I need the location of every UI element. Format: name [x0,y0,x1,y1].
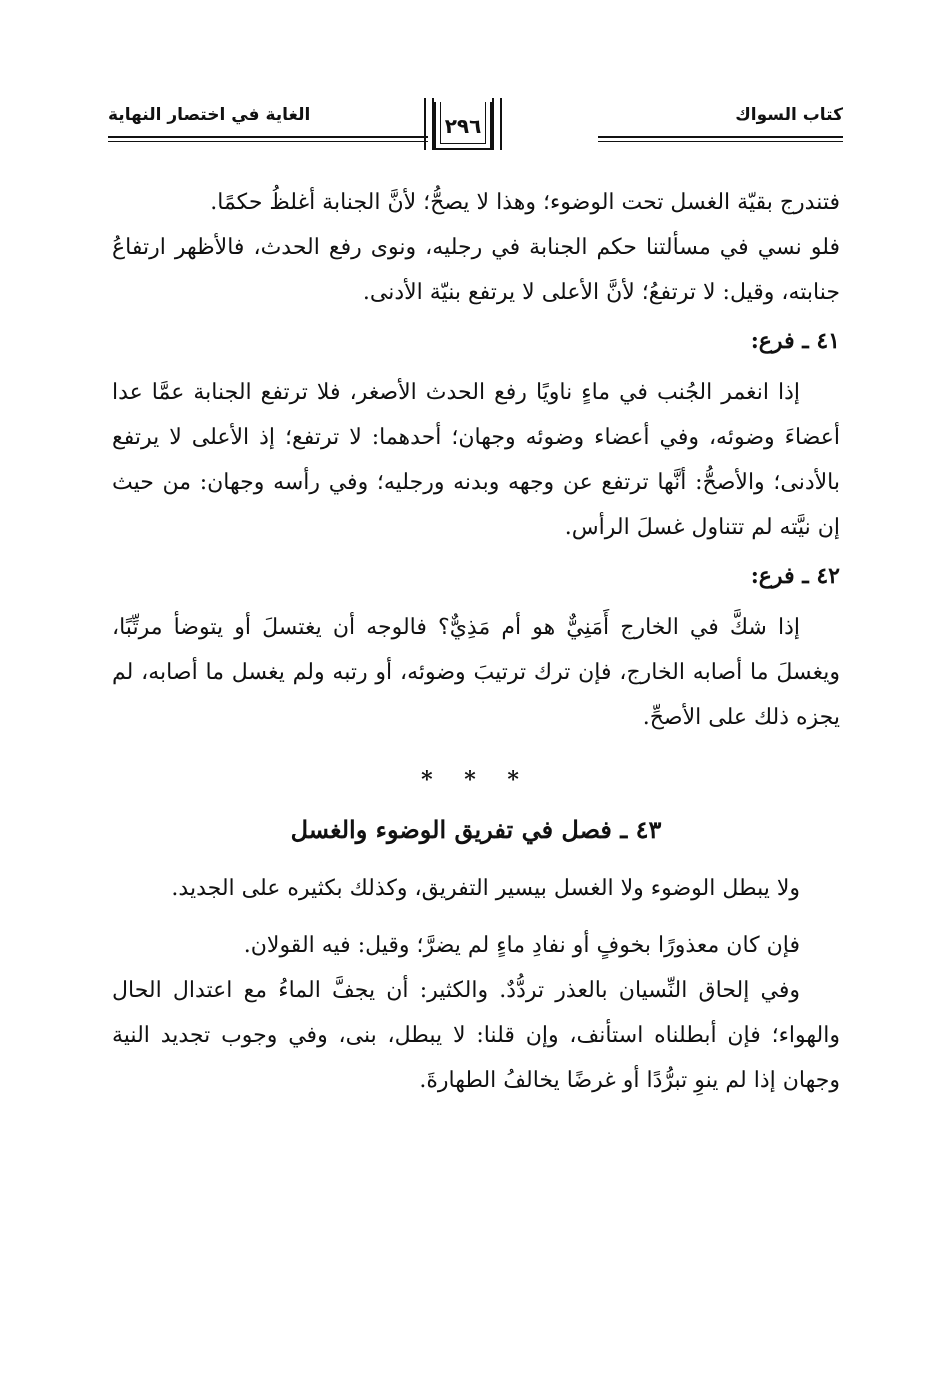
chapter-title: كتاب السواك [735,105,843,125]
page-body [112,180,840,1103]
section-heading-43: ٤٣ ـ فصل في تفريق الوضوء والغسل [290,815,662,844]
paragraph-7: وفي إلحاق النِّسيان بالعذر تردُّدٌ. والكثير: أن يجفَّ الماءُ مع اعتدال الحال والهواء؛ فإن أبطلناه استأنف، وإن قلنا: لا يبطل، بنى، وفي وجوب تجديد النية وجهان إذا لم ينوِ تبرُّدًا أو غرضًا يخالفُ الطهارةَ. [112,978,840,1093]
branch-heading-42: ٤٢ ـ فرع: [750,563,840,589]
page-number-frame [424,94,502,150]
running-header [108,94,843,154]
paragraph-2: فلو نسي في مسألتنا حكم الجنابة في رجليه، ونوى رفع الحدث، فالأظهر ارتفاعُ جنابته، وقيل: لا ترتفعُ؛ لأنَّ الأعلى لا يرتفع بنيّة الأدنى. [112,235,840,305]
header-rule-right [598,136,843,138]
paragraph-6: فإن كان معذورًا بخوفٍ أو نفادِ ماءٍ لم يضرَّ؛ وقيل: فيه القولان. [243,933,800,958]
paragraph-1: فتندرج بقيّة الغسل تحت الوضوء؛ وهذا لا يصحُّ؛ لأنَّ الجنابة أغلظُ حكمًا. [210,190,840,215]
paragraph-4: إذا شكَّ في الخارج أَمَنِيٌّ هو أم مَذِيٌّ؟ فالوجه أن يغتسلَ أو يتوضأ مرتِّبًا، ويغسلَ ما أصابه الخارج، فإن ترك ترتيبَ وضوئه، أو رتبه ولم يغسل ما أصابه، لم يجزه ذلك على الأصحِّ. [112,615,840,730]
header-rule-left [108,136,428,138]
section-divider-stars: * * * [421,767,531,793]
paragraph-3: إذا انغمر الجُنب في ماءٍ ناويًا رفع الحدث الأصغر، فلا ترتفع الجنابة عمَّا عدا أعضاءَ وضوئه، وفي أعضاء وضوئه وجهان؛ أحدهما: لا ترتفع؛ إذ الأعلى لا يرتفع بالأدنى؛ والأصحُّ: أنَّها ترتفع عن وجهه وبدنه ورجليه؛ وفي رأسه وجهان: من حيث إن نيَّته لم تتناول غسلَ الرأس. [112,380,840,540]
paragraph-5: ولا يبطل الوضوء ولا الغسل بيسير التفريق، وكذلك بكثيره على الجديد. [171,876,800,901]
page-number: ٢٩٦ [444,114,482,138]
book-title: الغاية في اختصار النهاية [108,105,311,125]
branch-heading-41: ٤١ ـ فرع: [750,328,840,354]
